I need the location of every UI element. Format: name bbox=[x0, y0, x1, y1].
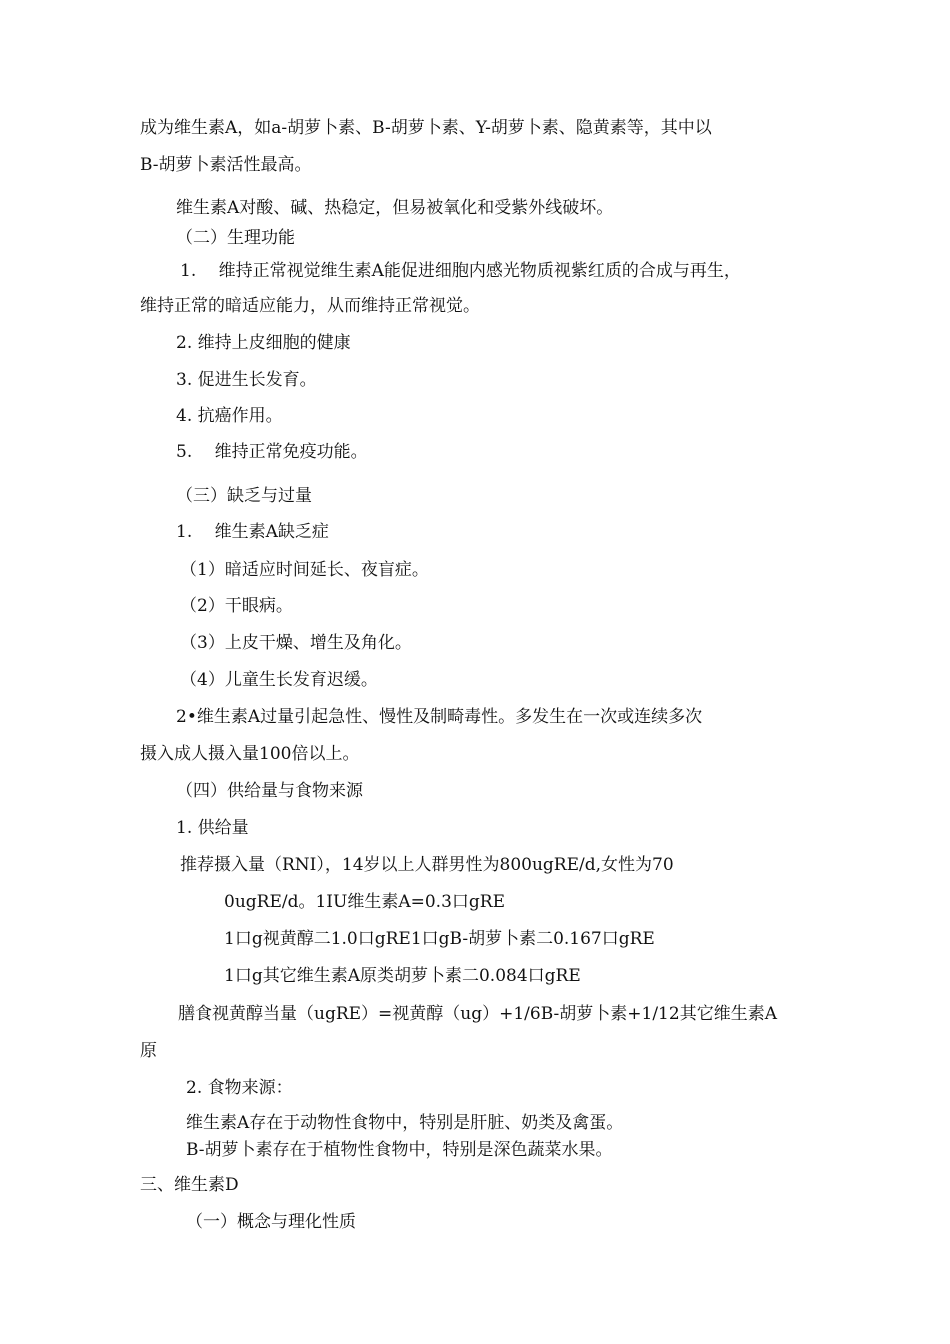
text-line: 0ugRE/d。1IU维生素A=0.3口gRE bbox=[224, 892, 505, 912]
list-item: 4. 抗癌作用。 bbox=[176, 406, 283, 426]
list-item: （3）上皮干燥、增生及角化。 bbox=[180, 633, 412, 653]
text-line: 1口g其它维生素A原类胡萝卜素二0.084口gRE bbox=[224, 966, 581, 986]
section-heading: （三）缺乏与过量 bbox=[176, 486, 312, 506]
chapter-heading: 三、维生素D bbox=[140, 1175, 239, 1195]
text-line: 1口g视黄醇二1.0口gRE1口gB-胡萝卜素二0.167口gRE bbox=[224, 929, 655, 949]
text-line: 1. 维持正常视觉维生素A能促进细胞内感光物质视紫红质的合成与再生， bbox=[180, 261, 741, 281]
text-line: 2•维生素A过量引起急性、慢性及制畸毒性。多发生在一次或连续多次 bbox=[176, 707, 703, 727]
list-item: （2）干眼病。 bbox=[180, 596, 293, 616]
text-line: 推荐摄入量（RNI），14岁以上人群男性为800ugRE/d,女性为70 bbox=[180, 855, 674, 875]
text-line: 维持正常的暗适应能力，从而维持正常视觉。 bbox=[140, 296, 480, 316]
text-line: 摄入成人摄入量100倍以上。 bbox=[140, 744, 360, 764]
list-item: 5. 维持正常免疫功能。 bbox=[176, 442, 368, 462]
section-heading: （一）概念与理化性质 bbox=[186, 1212, 356, 1232]
list-item: （1）暗适应时间延长、夜盲症。 bbox=[180, 560, 429, 580]
list-item: 2. 维持上皮细胞的健康 bbox=[176, 333, 351, 353]
list-item: 2. 食物来源： bbox=[186, 1078, 293, 1098]
text-line: 原 bbox=[140, 1041, 157, 1061]
text-line: B-胡萝卜素存在于植物性食物中，特别是深色蔬菜水果。 bbox=[186, 1140, 613, 1160]
list-item: 3. 促进生长发育。 bbox=[176, 370, 317, 390]
text-line: B-胡萝卜素活性最高。 bbox=[140, 155, 312, 175]
text-line: 维生素A对酸、碱、热稳定，但易被氧化和受紫外线破坏。 bbox=[176, 198, 614, 218]
text-line: 成为维生素A，如a-胡萝卜素、B-胡萝卜素、Y-胡萝卜素、隐黄素等，其中以 bbox=[140, 118, 712, 138]
section-heading: （二）生理功能 bbox=[176, 228, 295, 248]
list-item: 1. 供给量 bbox=[176, 818, 249, 838]
text-line: 膳食视黄醇当量（ugRE）=视黄醇（ug）+1/6B-胡萝卜素+1/12其它维生素A bbox=[178, 1004, 777, 1024]
list-item: 1. 维生素A缺乏症 bbox=[176, 522, 329, 542]
section-heading: （四）供给量与食物来源 bbox=[176, 781, 363, 801]
list-item: （4）儿童生长发育迟缓。 bbox=[180, 670, 378, 690]
text-line: 维生素A存在于动物性食物中，特别是肝脏、奶类及禽蛋。 bbox=[186, 1113, 624, 1133]
